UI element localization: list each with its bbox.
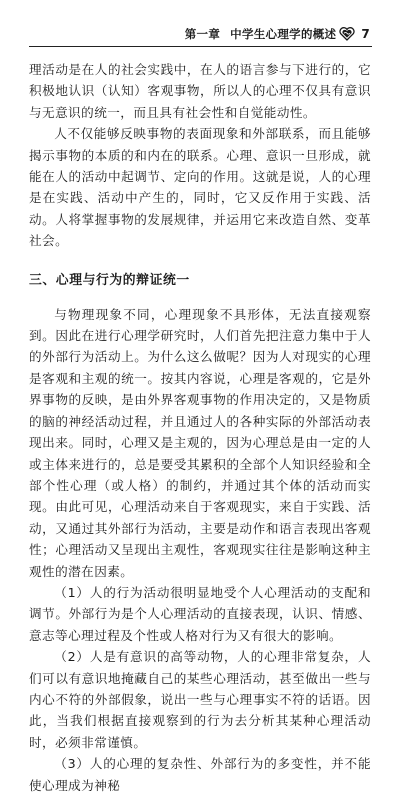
paragraph-4: （1）人的行为活动很明显地受个人心理活动的支配和调节。外部行为是个人心理活动的直接表现，认识、情感、意志等心理过程及个性或人格对行为又有很大的影响。	[29, 584, 371, 643]
chapter-title: 中学生心理学的概述	[230, 27, 337, 41]
heart-icon	[339, 27, 355, 41]
section-heading: 三、心理与行为的辩证统一	[29, 272, 190, 288]
header-rule	[29, 46, 372, 47]
paragraph-5: （2）人是有意识的高等动物，人的心理非常复杂，人们可以有意识地掩藏自己的某些心理活动，甚至做出一些与内心不符的外部假象，说出一些与心理事实不符的话语。因此，当我们根据直接观察到的行为去分析其某种心理活动时，必须非常谨慎。	[29, 649, 371, 750]
body-text	[29, 59, 371, 796]
paragraph-2: 人不仅能够反映事物的表面现象和外部联系，而且能够揭示事物的本质的和内在的联系。心理、意识一旦形成，就能在人的活动中起调节、定向的作用。这就是说，人的心理是在实践、活动中产生的，同时，它又反作用于实践、活动。人将掌握事物的发展规律，并运用它来改造自然、变革社会。	[29, 126, 371, 249]
chapter-label: 第一章	[184, 27, 221, 41]
page-number: 7	[361, 27, 370, 41]
paragraph-1: 理活动是在人的社会实践中，在人的语言参与下进行的，它积极地认识（认知）客观事物，所以人的心理不仅具有意识与无意识的统一，而且具有社会性和自觉能动性。	[29, 62, 371, 120]
paragraph-3: 与物理现象不同，心理现象不具形体，无法直接观察到。因此在进行心理学研究时，人们首先把注意力集中于人的外部行为活动上。为什么这么做呢？因为人对现实的心理是客观和主观的统一。按其内容说，心理是客观的，它是外界事物的反映，是由外界客观事物的作用决定的，又是物质的脑的神经活动过程，并且通过人的各种实际的外部活动表现出来。同时，心理又是主观的，因为心理总是由一定的人或主体来进行的，总是要受其累积的全部个人知识经验和全部个性心理（或人格）的制约，并通过其个体的活动而实现。由此可见，心理活动来自于客观现实，来自于实践、活动，又通过其外部行为活动，主要是动作和语言表现出客观性；心理活动又呈现出主观性，客观现实往往是影响这种主观性的潜在因素。	[29, 306, 371, 579]
paragraph-6: （3）人的心理的复杂性、外部行为的多变性，并不能使心理成为神秘	[29, 756, 371, 793]
running-header	[185, 26, 370, 42]
